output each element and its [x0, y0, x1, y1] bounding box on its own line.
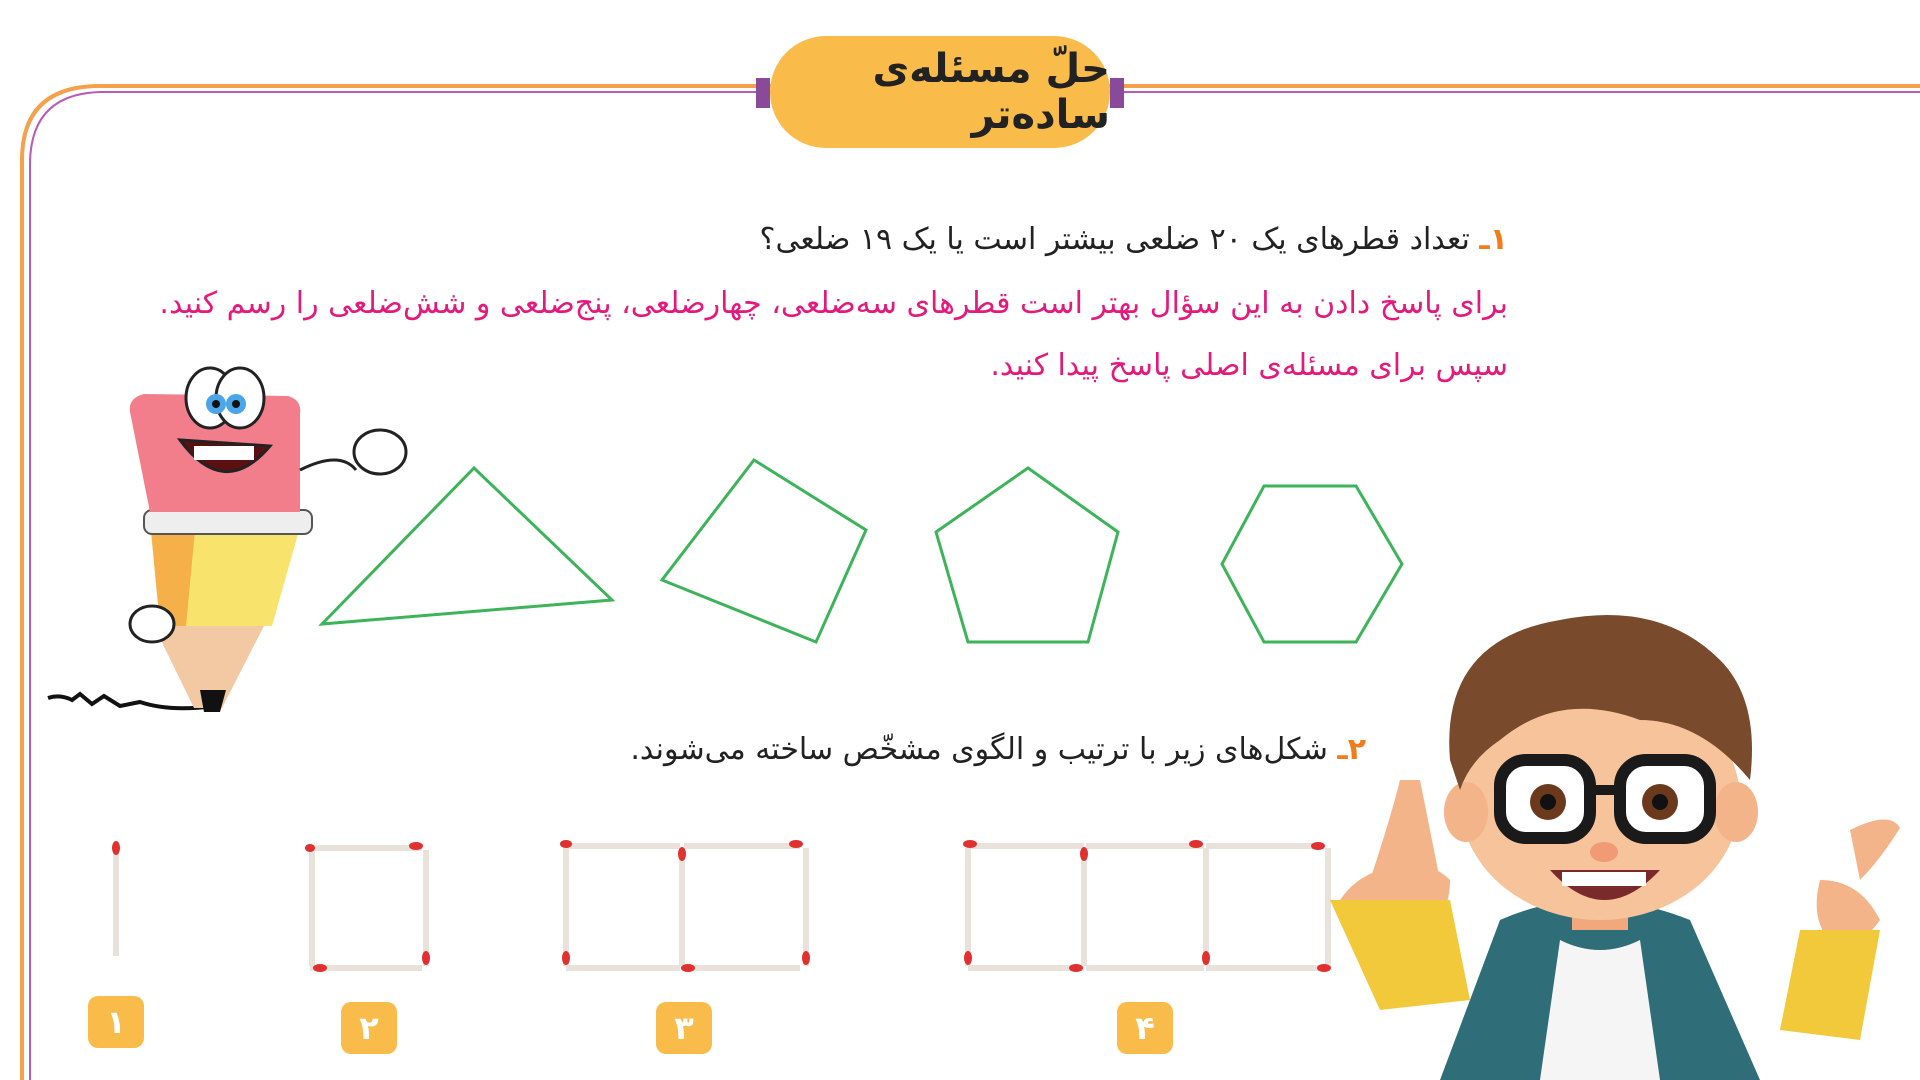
question-1-hint-line1: برای پاسخ دادن به این سؤال بهتر است قطرهای سه‌ضلعی، چهارضلعی، پنج‌ضلعی و شش‌ضلعی را رسم کنید. — [159, 286, 1508, 321]
figure-badge-4: ۴ — [1117, 1002, 1173, 1054]
figure-badge-1: ۱ — [88, 996, 144, 1048]
figure-badge-3: ۳ — [656, 1002, 712, 1054]
question-2-text: شکل‌های زیر با ترتیب و الگوی مشخّص ساخته می‌شوند. — [630, 732, 1328, 767]
section-title: حلّ مسئله‌ی ساده‌تر — [872, 46, 1110, 138]
question-2-number: ۲ـ — [1337, 732, 1366, 767]
question-1-number: ۱ـ — [1479, 222, 1508, 257]
question-1-text: تعداد قطرهای یک ۲۰ ضلعی بیشتر است یا یک ۱۹ ضلعی؟ — [759, 222, 1470, 257]
question-1-hint-line2: سپس برای مسئله‌ی اصلی پاسخ پیدا کنید. — [990, 348, 1508, 383]
figure-badge-2: ۲ — [341, 1002, 397, 1054]
